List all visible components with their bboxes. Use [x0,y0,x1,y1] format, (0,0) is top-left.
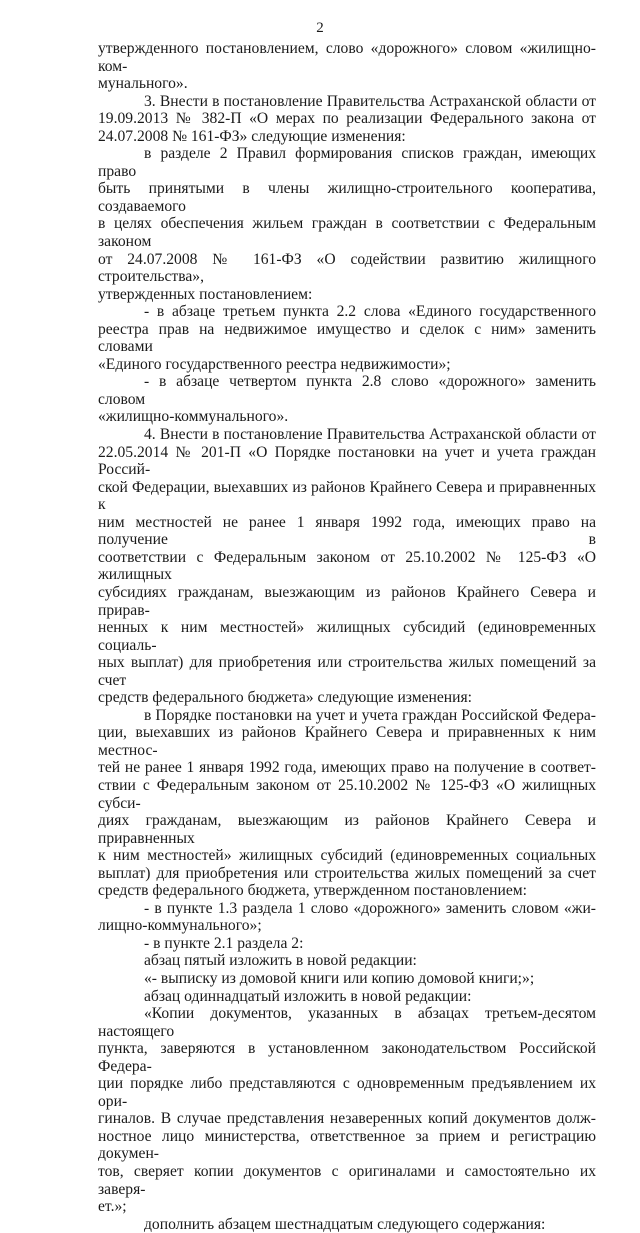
text-line: утвержденных постановлением: [98,285,313,303]
text-line: 3. Внести в постановление Правительства Астраханской области от [144,92,596,110]
text-line: от 24.07.2008 № 161-ФЗ «О содействии развитию жилищного строительства», [98,250,596,286]
paragraph [98,935,596,953]
text-line: субсидиях гражданам, выезжающим из районов Крайнего Севера и прирав- [98,583,596,619]
text-line: соответствии с Федеральным законом от 25.10.2002 № 125-ФЗ «О жилищных [98,548,596,584]
text-line: быть принятыми в члены жилищно-строительного кооператива, создаваемого [98,180,596,215]
text-line: ции, выехавших из районов Крайнего Севера и приравненных к ним местнос- [98,724,596,759]
text-line: - в абзаце третьем пункта 2.2 слова «Единого государственного [144,303,596,321]
paragraph [98,40,596,93]
text-line: - в абзаце четвертом пункта 2.8 слово «дорожного» заменить словом [98,373,596,408]
text-line: диях гражданам, выезжающим из районов Крайнего Севера и приравненных [98,812,596,847]
text-line: ции порядке либо представляются с одновременным предъявлением их ори- [98,1075,596,1110]
text-line: тов, сверяет копии документов с оригиналами и самостоятельно их заверя- [98,1163,596,1198]
text-line: «жилищно-коммунального». [98,408,289,426]
text-line: в Порядке постановки на учет и учета граждан Российской Федера- [144,706,596,724]
text-line: ним местностей не ранее 1 января 1992 года, имеющих право на получение в [98,513,596,549]
page-number: 2 [316,20,324,36]
text-line: 19.09.2013 № 382-П «О мерах по реализации Федерального закона от [98,110,596,128]
text-line: «- выписку из домовой книги или копию домовой книги;»; [144,969,535,987]
text-line: мунального». [98,75,188,93]
paragraph [98,970,596,988]
paragraph [98,988,596,1006]
text-line: - в пункте 2.1 раздела 2: [144,934,304,952]
paragraph [98,1216,596,1233]
text-line: ствии с Федеральным законом от 25.10.2002 № 125-ФЗ «О жилищных субси- [98,776,596,812]
document-body [98,40,596,1233]
text-line: «Копии документов, указанных в абзацах третьем-десятом настоящего [98,1005,596,1040]
text-line: «Единого государственного реестра недвижимости»; [98,355,451,373]
paragraph [98,303,596,373]
text-line: дополнить абзацем шестнадцатым следующего содержания: [144,1215,546,1233]
text-line: абзац пятый изложить в новой редакции: [144,952,417,970]
text-line: утвержденного постановлением, слово «дорожного» словом «жилищно-ком- [98,40,596,75]
text-line: гиналов. В случае представления незаверенных копий документов долж- [98,1110,596,1128]
text-line: ных выплат) для приобретения или строительства жилых помещений за счет [98,654,596,689]
paragraph [98,900,596,935]
text-line: 4. Внести в постановление Правительства Астраханской области от [144,426,596,444]
paragraph [98,952,596,970]
text-line: средств федерального бюджета» следующие изменения: [98,689,472,707]
paragraph [98,93,596,146]
paragraph [98,145,596,303]
text-line: 22.05.2014 № 201-П «О Порядке постановки на учет и учета граждан Россий- [98,443,596,479]
text-line: абзац одиннадцатый изложить в новой редакции: [144,987,472,1005]
text-line: ской Федерации, выехавших из районов Крайнего Севера и приравненных к [98,478,596,514]
text-line: в разделе 2 Правил формирования списков граждан, имеющих право [98,145,596,180]
text-line: пункта, заверяются в установленном законодательством Российской Федера- [98,1040,596,1075]
paragraph [98,1005,596,1216]
text-line: к ним местностей» жилищных субсидий (единовременных социальных [98,847,596,865]
text-line: ненных к ним местностей» жилищных субсидий (единовременных социаль- [98,619,596,654]
text-line: 24.07.2008 № 161-ФЗ» следующие изменения: [98,127,406,145]
text-line: в целях обеспечения жильем граждан в соответствии с Федеральным законом [98,215,596,251]
paragraph [98,707,596,900]
text-line: тей не ранее 1 января 1992 года, имеющих право на получение в соответ- [98,759,596,777]
text-line: средств федерального бюджета, утвержденном постановлением: [98,882,527,900]
text-line: лищно-коммунального»; [98,917,262,935]
text-line: - в пункте 1.3 раздела 1 слово «дорожного» заменить словом «жи- [144,899,596,917]
paragraph [98,426,596,707]
text-line: ет.»; [98,1198,127,1216]
text-line: ностное лицо министерства, ответственное за прием и регистрацию докумен- [98,1127,596,1163]
text-line: выплат) для приобретения или строительства жилых помещений за счет [98,864,596,882]
paragraph [98,373,596,426]
text-line: реестра прав на недвижимое имущество и сделок с ним» заменить словами [98,320,596,356]
